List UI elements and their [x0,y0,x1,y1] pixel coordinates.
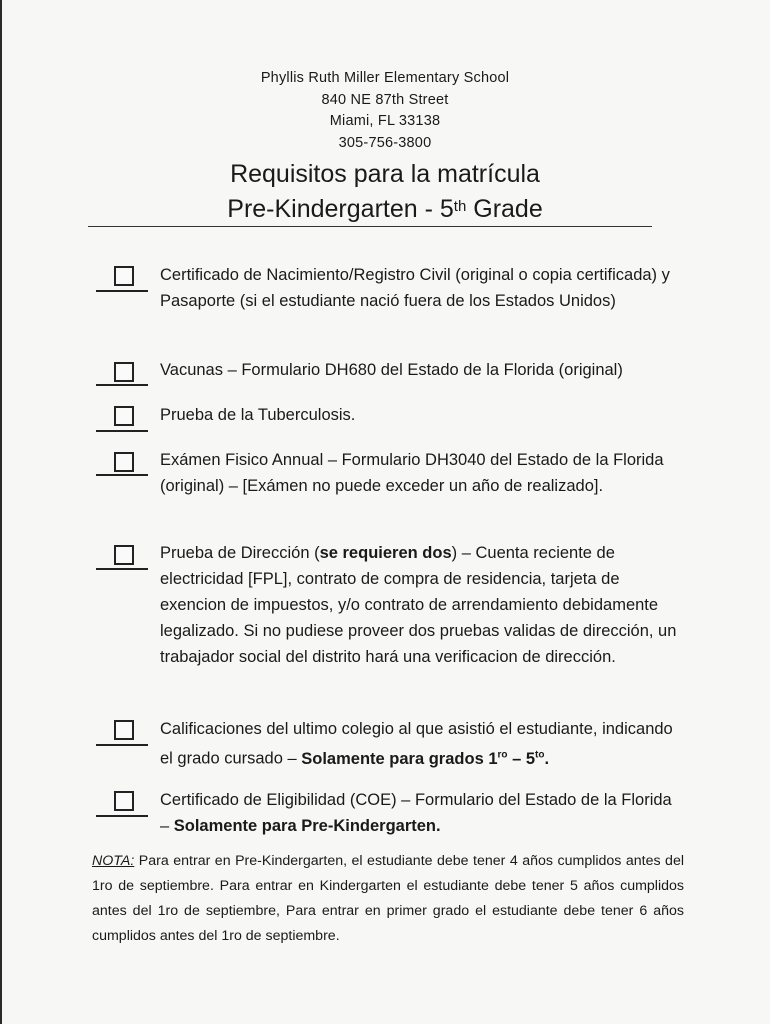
requirement-text-a: Calificaciones del ultimo colegio al que asistió el estudiante, indicando el grado cursado – [160,720,673,768]
school-header [0,68,770,154]
checkbox[interactable] [114,452,134,472]
emphasis-end: . [544,749,550,768]
checkbox[interactable] [114,791,134,811]
requirement-text-b: ) – Cuenta reciente de electricidad [FPL], contrato de compra de residencia, tarjeta de exencion de impuestos, y/o contrato de arrendamiento debidamente legalizado. Si no pudiese proveer dos pruebas validas de dirección, un trabajador social del distrito hará una verificacion de dirección. [160,544,677,666]
title-divider [88,226,652,227]
blank-line [96,384,148,386]
school-city: Miami, FL 33138 [329,113,441,129]
requirement-text-a: Prueba de Dirección ( [160,544,320,562]
checkbox[interactable] [114,545,134,565]
subtitle-suffix: Grade [466,195,543,223]
blank-line [96,474,148,476]
note-label: NOTA: [92,853,135,869]
document-subtitle [0,192,770,226]
school-address: 840 NE 87th Street [321,91,449,108]
blank-line [96,568,148,570]
checkbox[interactable] [114,406,134,426]
checkbox[interactable] [114,266,134,286]
school-phone: 305-756-3800 [338,134,432,151]
note-paragraph [92,849,684,949]
requirement-emphasis: se requieren dos [319,544,452,562]
blank-line [96,815,148,817]
emphasis-part-2: – 5 [507,749,536,768]
blank-line [96,430,148,432]
requirement-text [160,787,680,839]
school-name: Phyllis Ruth Miller Elementary School [260,70,510,86]
requirement-text-a: Certificado de Eligibilidad (COE) – Formulario del Estado de la Florida – [160,791,672,835]
subtitle-prefix: Pre-Kindergarten - 5 [227,195,454,223]
sup-ro: ro [497,749,508,760]
blank-line [96,744,148,746]
requirement-emphasis [301,750,549,768]
requirement-text [160,540,680,670]
requirement-text: Exámen Fisico Annual – Formulario DH3040 del Estado de la Florida (original) – [Exámen no puede exceder un año de realizado]. [160,451,664,495]
sup-to: to [535,749,545,760]
requirement-text: Vacunas – Formulario DH680 del Estado de la Florida (original) [160,361,623,379]
blank-line [96,290,148,292]
requirement-text: Certificado de Nacimiento/Registro Civil (original o copia certificada) y Pasaporte (si el estudiante nació fuera de los Estados Unidos) [160,266,670,310]
subtitle-sup: th [453,198,467,215]
checkbox[interactable] [114,362,134,382]
requirement-text [160,716,680,772]
requirement-text: Prueba de la Tuberculosis. [160,406,356,424]
note-text: Para entrar en Pre-Kindergarten, el estudiante debe tener 4 años cumplidos antes del 1ro de septiembre. Para entrar en Kindergarten el estudiante debe tener 5 años cumplidos antes del 1ro de septiembre, Para entrar en primer grado el estudiante debe tener 6 años cumplidos antes del 1ro de septiembre. [92,853,684,944]
requirement-emphasis: Solamente para Pre-Kindergarten. [173,817,441,835]
document-title: Requisitos para la matrícula [230,160,540,188]
emphasis-part-1: Solamente para grados 1 [301,749,498,768]
checkbox[interactable] [114,720,134,740]
